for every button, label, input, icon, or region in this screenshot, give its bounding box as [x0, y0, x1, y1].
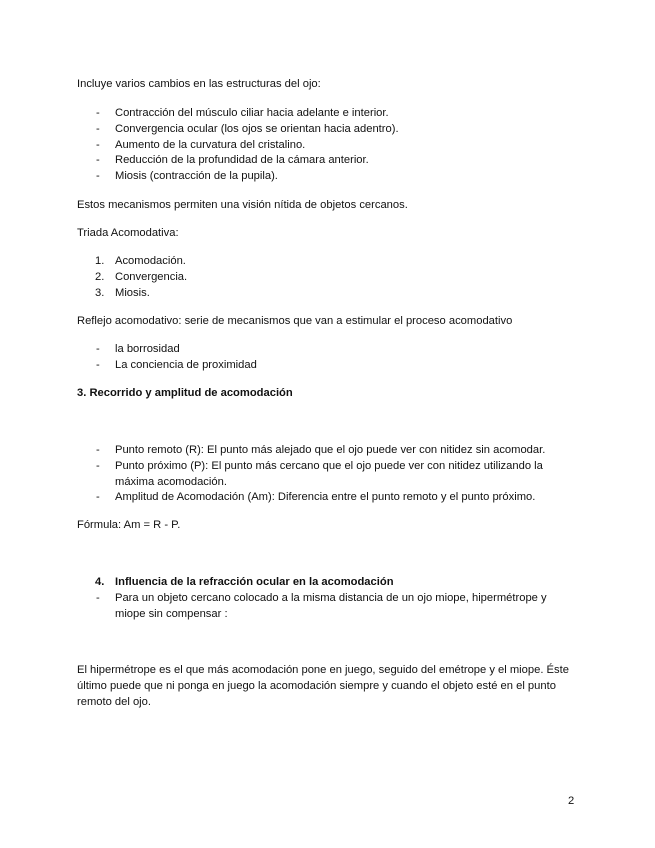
list-item-text: Reducción de la profundidad de la cámara anterior. — [115, 154, 369, 166]
bullet-dash: - — [96, 592, 100, 604]
bullet-dash: - — [96, 107, 100, 119]
list-item-text: Para un objeto cercano colocado a la misma distancia de un ojo miope, hipermétrope y miope sin compensar : — [115, 592, 547, 620]
list-number: 2. — [95, 271, 105, 283]
bullet-dash: - — [96, 139, 100, 151]
bullet-dash: - — [96, 359, 100, 371]
list-number: 1. — [95, 255, 105, 267]
bullet-dash: - — [96, 460, 100, 472]
list-item-text: Miosis (contracción de la pupila). — [115, 170, 278, 182]
bullet-dash: - — [96, 154, 100, 166]
section-3-heading: 3. Recorrido y amplitud de acomodación — [77, 387, 293, 399]
section-4-title: Influencia de la refracción ocular en la acomodación — [115, 576, 394, 588]
list-number: 3. — [95, 287, 105, 299]
list-item-text: Miosis. — [115, 287, 150, 299]
triad-title: Triada Acomodativa: — [77, 227, 179, 239]
page-number: 2 — [568, 795, 575, 807]
bullet-dash: - — [96, 123, 100, 135]
list-item-text: Punto remoto (R): El punto más alejado que el ojo puede ver con nitidez sin acomodar. — [115, 444, 546, 456]
intro-paragraph: Incluye varios cambios en las estructuras del ojo: — [77, 78, 321, 90]
formula: Fórmula: Am = R - P. — [77, 519, 181, 531]
list-item-text: Convergencia ocular (los ojos se orientan hacia adentro). — [115, 123, 399, 135]
list-item-text: Amplitud de Acomodación (Am): Diferencia entre el punto remoto y el punto próximo. — [115, 491, 536, 503]
bullet-dash: - — [96, 170, 100, 182]
list-item-text: Convergencia. — [115, 271, 188, 283]
section-4-number: 4. — [95, 576, 105, 588]
list-item-text: Aumento de la curvatura del cristalino. — [115, 139, 306, 151]
bullet-dash: - — [96, 343, 100, 355]
list-item-text: La conciencia de proximidad — [115, 359, 257, 371]
list-item-text: Contracción del músculo ciliar hacia adelante e interior. — [115, 107, 389, 119]
bullet-dash: - — [96, 491, 100, 503]
reflex-paragraph: Reflejo acomodativo: serie de mecanismos que van a estimular el proceso acomodativo — [77, 315, 513, 327]
conclusion-paragraph: El hipermétrope es el que más acomodación pone en juego, seguido del emétrope y el miope. Éste último puede que ni ponga en juego la acomodación siempre y cuando el objeto esté en el punto remoto del ojo. — [77, 664, 569, 708]
list-item-text: la borrosidad — [115, 343, 180, 355]
list-item-text: Punto próximo (P): El punto más cercano que el ojo puede ver con nitidez utilizando la máxima acomodación. — [115, 460, 543, 488]
bullet-dash: - — [96, 444, 100, 456]
mechanisms-paragraph: Estos mecanismos permiten una visión nítida de objetos cercanos. — [77, 199, 408, 211]
list-item-text: Acomodación. — [115, 255, 186, 267]
